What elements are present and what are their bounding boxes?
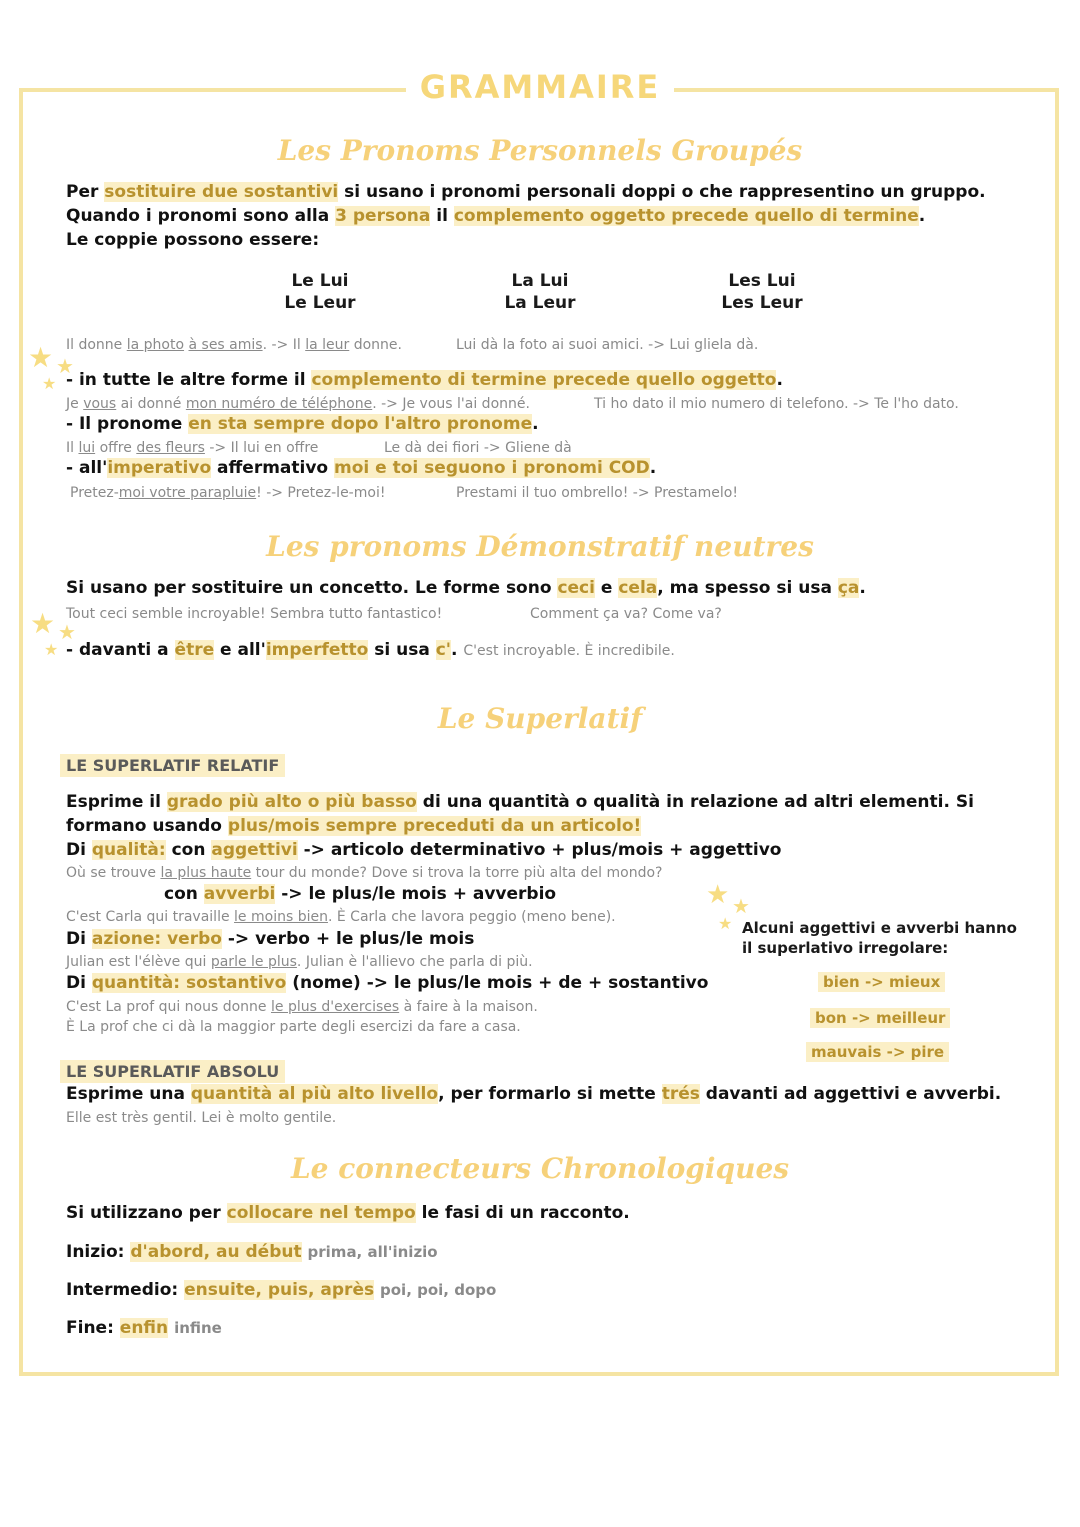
relatif-example-4: C'est La prof qui nous donne le plus d'exercises à faire à la maison. bbox=[66, 999, 538, 1015]
star-icon: ★ bbox=[30, 607, 56, 640]
section-title-connecteurs: Le connecteurs Chronologiques bbox=[290, 1152, 790, 1185]
pronoun-pair: La Lui La Leur bbox=[504, 271, 576, 313]
star-icon: ★ bbox=[58, 620, 76, 644]
relatif-line-5: Di azione: verbo -> verbo + le plus/le mois bbox=[66, 929, 475, 949]
star-icon: ★ bbox=[718, 914, 733, 933]
personnels-p1: Per sostituire due sostantivi si usano i pronomi personali doppi o che rappresentino un gruppo. bbox=[66, 182, 986, 202]
superlatif-absolu-label: LE SUPERLATIF ABSOLU bbox=[60, 1060, 285, 1083]
irregular-item: bon -> meilleur bbox=[810, 1008, 950, 1028]
example-3: Il lui offre des fleurs -> Il lui en offre bbox=[66, 440, 319, 456]
example-1: Il donne la photo à ses amis. -> Il la leur donne. bbox=[66, 337, 402, 353]
example-1-translation: Lui dà la foto ai suoi amici. -> Lui gliela dà. bbox=[456, 337, 759, 353]
absolu-example: Elle est très gentil. Lei è molto gentile. bbox=[66, 1110, 337, 1126]
example-4: Pretez-moi votre parapluie! -> Pretez-le-moi! bbox=[70, 485, 386, 501]
example-3-translation: Le dà dei fiori -> Gliene dà bbox=[384, 440, 572, 456]
connecteur-item: Intermedio: ensuite, puis, après poi, poi, dopo bbox=[66, 1280, 497, 1300]
demonstratifs-example-2: Comment ça va? Come va? bbox=[530, 606, 722, 622]
connecteurs-p1: Si utilizzano per collocare nel tempo le fasi di un racconto. bbox=[66, 1203, 630, 1223]
relatif-line-3: Di qualità: con aggettivi -> articolo determinativo + plus/mois + aggettivo bbox=[66, 840, 782, 860]
example-2: Je vous ai donné mon numéro de téléphone. -> Je vous l'ai donné. bbox=[66, 396, 530, 412]
connecteur-item: Fine: enfin infine bbox=[66, 1318, 222, 1338]
irregular-item: mauvais -> pire bbox=[806, 1042, 949, 1062]
example-4-translation: Prestami il tuo ombrello! -> Prestamelo! bbox=[456, 485, 738, 501]
pronoun-pair: Les Lui Les Leur bbox=[721, 271, 803, 313]
main-title: GRAMMAIRE bbox=[0, 68, 1080, 106]
relatif-example-1: Où se trouve la plus haute tour du monde? Dove si trova la torre più alta del mondo? bbox=[66, 865, 663, 881]
irregular-note: Alcuni aggettivi e avverbi hanno il superlativo irregolare: bbox=[742, 919, 1017, 957]
relatif-example-4-translation: È La prof che ci dà la maggior parte degli esercizi da fare a casa. bbox=[66, 1019, 521, 1035]
irregular-item: bien -> mieux bbox=[818, 972, 945, 992]
relatif-line-1: Esprime il grado più alto o più basso di una quantità o qualità in relazione ad altri elementi. Si bbox=[66, 792, 974, 812]
rule-3: - all'imperativo affermativo moi e toi seguono i pronomi COD. bbox=[66, 458, 657, 478]
demonstratifs-p1: Si usano per sostituire un concetto. Le forme sono ceci e cela, ma spesso si usa ça. bbox=[66, 578, 866, 598]
absolu-line-1: Esprime una quantità al più alto livello, per formarlo si mette trés davanti ad aggettivi e avverbi. bbox=[66, 1084, 1002, 1104]
relatif-example-3: Julian est l'élève qui parle le plus. Julian è l'allievo che parla di più. bbox=[66, 954, 533, 970]
personnels-p3: Le coppie possono essere: bbox=[66, 230, 320, 250]
star-icon: ★ bbox=[28, 341, 54, 374]
star-icon: ★ bbox=[56, 354, 74, 378]
rule-2: - Il pronome en sta sempre dopo l'altro pronome. bbox=[66, 414, 539, 434]
connecteur-item: Inizio: d'abord, au début prima, all'inizio bbox=[66, 1242, 438, 1262]
section-title-demonstratifs: Les pronoms Démonstratif neutres bbox=[266, 530, 814, 563]
superlatif-relatif-label: LE SUPERLATIF RELATIF bbox=[60, 754, 285, 777]
section-title-personnels: Les Pronoms Personnels Groupés bbox=[277, 134, 803, 167]
demonstratifs-example-1: Tout ceci semble incroyable! Sembra tutto fantastico! bbox=[66, 606, 443, 622]
pronoun-pair: Le Lui Le Leur bbox=[284, 271, 356, 313]
relatif-line-2: formano usando plus/mois sempre preceduti da un articolo! bbox=[66, 816, 642, 836]
relatif-line-6: Di quantità: sostantivo (nome) -> le plus/le mois + de + sostantivo bbox=[66, 973, 709, 993]
demonstratifs-rule: - davanti a être e all'imperfetto si usa c'. C'est incroyable. È incredibile. bbox=[66, 640, 675, 660]
star-icon: ★ bbox=[44, 640, 59, 659]
relatif-line-4: con avverbi -> le plus/le mois + avverbio bbox=[164, 884, 557, 904]
star-icon: ★ bbox=[732, 894, 750, 918]
relatif-example-2: C'est Carla qui travaille le moins bien. È Carla che lavora peggio (meno bene). bbox=[66, 909, 616, 925]
star-icon: ★ bbox=[42, 374, 57, 393]
section-title-superlatif: Le Superlatif bbox=[437, 702, 643, 735]
rule-1: - in tutte le altre forme il complemento di termine precede quello oggetto. bbox=[66, 370, 783, 390]
example-2-translation: Ti ho dato il mio numero di telefono. -> Te l'ho dato. bbox=[594, 396, 959, 412]
star-icon: ★ bbox=[706, 880, 730, 910]
personnels-p2: Quando i pronomi sono alla 3 persona il complemento oggetto precede quello di termine. bbox=[66, 206, 926, 226]
